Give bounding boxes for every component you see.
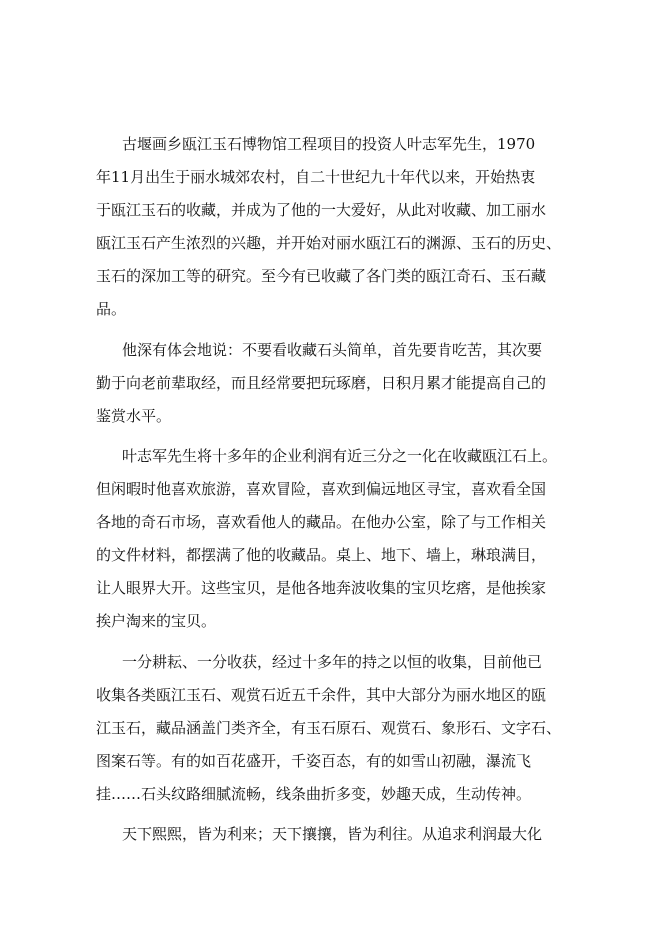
paragraph-3-line-2: 但闲暇时他喜欢旅游，喜欢冒险，喜欢到偏远地区寻宝，喜欢看全国 [96,480,547,498]
paragraph-1-line-2: 年11月出生于丽水城郊农村，自二十世纪九十年代以来，开始热衷 [96,168,536,186]
paragraph-1-line-3: 于瓯江玉石的收藏，并成为了他的一大爱好，从此对收藏、加工丽水 [96,201,547,219]
paragraph-2-line-2: 勤于向老前辈取经，而且经常要把玩琢磨，日积月累才能提高自己的 [96,374,547,392]
paragraph-1-line-1: 古堰画乡瓯江玉石博物馆工程项目的投资人叶志军先生，1970 [122,135,536,153]
paragraph-5-line-1: 天下熙熙，皆为利来；天下攘攘，皆为利往。从追求利润最大化 [122,825,543,843]
paragraph-4-line-3: 江玉石，藏品涵盖门类齐全，有玉石原石、观赏石、象形石、文字石、 [96,719,562,737]
paragraph-4-line-2: 收集各类瓯江玉石、观赏石近五千余件，其中大部分为丽水地区的瓯 [96,686,547,704]
paragraph-4-line-4: 图案石等。有的如百花盛开，千姿百态，有的如雪山初融，瀑流飞 [96,752,532,770]
paragraph-2-line-1: 他深有体会地说：不要看收藏石头简单，首先要肯吃苦，其次要 [122,341,543,359]
paragraph-3-line-6: 挨户淘来的宝贝。 [96,612,217,630]
paragraph-1-line-6: 品。 [96,300,127,318]
paragraph-4-line-5: 挂……石头纹路细腻流畅，线条曲折多变，妙趣天成，生动传神。 [96,785,532,803]
paragraph-3-line-5: 让人眼界大开。这些宝贝，是他各地奔波收集的宝贝圪瘩，是他挨家 [96,579,547,597]
paragraph-3-line-3: 各地的奇石市场，喜欢看他人的藏品。在他办公室，除了与工作相关 [96,513,547,531]
paragraph-2-line-3: 鉴赏水平。 [96,407,172,425]
paragraph-1-line-5: 玉石的深加工等的研究。至今有已收藏了各门类的瓯江奇石、玉石藏 [96,267,547,285]
paragraph-3-line-1: 叶志军先生将十多年的企业利润有近三分之一化在收藏瓯江石上。 [122,447,558,465]
paragraph-1-line-4: 瓯江玉石产生浓烈的兴趣，并开始对丽水瓯江石的渊源、玉石的历史、 [96,234,562,252]
paragraph-4-line-1: 一分耕耘、一分收获，经过十多年的持之以恒的收集，目前他已 [122,653,543,671]
paragraph-3-line-4: 的文件材料，都摆满了他的收藏品。桌上、地下、墙上，琳琅满目， [96,546,547,564]
